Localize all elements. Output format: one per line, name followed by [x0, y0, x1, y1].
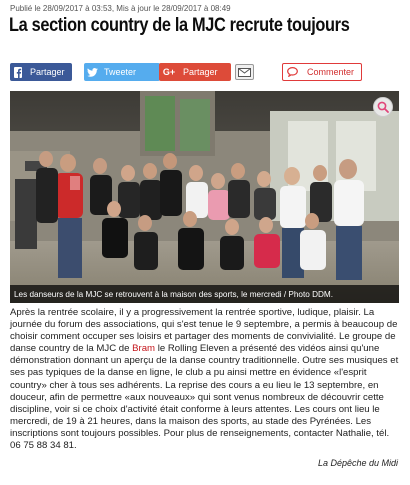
- facebook-share-label: Partager: [30, 67, 65, 77]
- facebook-icon: [10, 63, 26, 81]
- twitter-share-button[interactable]: [84, 63, 160, 81]
- googleplus-icon: G+: [162, 67, 176, 77]
- photo-caption: Les danseurs de la MJC se retrouvent à la maison des sports, le mercredi / Photo DDM.: [10, 285, 399, 303]
- article-body-text-continued: le Rolling Eleven a présenté des vidéos ainsi qu'une démonstration donnant un aperçu de la danse country traditionnelle. Outre ses musiques et ses pas typiques de la danse en ligne, le club a pu ainsi mettre en évidence «l'esprit country» cher à tous ses adhérents. La reprise des cours a eu lieu le 13 septembre, en douceur, afin de permettre «aux nouveaux» qui sont venus nombreux de découvrir cette discipline, voir si ce choix d'activité était conforme à leurs attentes. Les cours ont lieu le mercredi, de 19 à 21 heures, dans la maison des sports, au stade des Pyrénées. Les inscriptions sont toujours possibles. Pour plus de renseignements, contacter Nathalie, tél. 06 75 88 34 81.: [10, 343, 399, 452]
- facebook-share-button[interactable]: [10, 63, 72, 81]
- article-photo[interactable]: [10, 91, 399, 303]
- twitter-icon: [84, 63, 100, 81]
- twitter-share-label: Tweeter: [104, 67, 137, 77]
- group-photo: [10, 91, 399, 303]
- googleplus-share-label: Partager: [183, 67, 218, 77]
- comment-button[interactable]: [282, 63, 362, 81]
- zoom-button[interactable]: [373, 97, 393, 117]
- keyword-link-bram[interactable]: Bram: [132, 343, 156, 355]
- article-meta: Publié le 28/09/2017 à 03:53, Mis à jour le 28/09/2017 à 08:49: [10, 4, 231, 13]
- comment-icon: [283, 67, 301, 77]
- zoom-icon: [377, 101, 389, 113]
- email-share-button[interactable]: [235, 64, 254, 80]
- article-title: La section country de la MJC recrute toujours: [9, 15, 350, 36]
- mail-icon: [238, 68, 251, 77]
- article-body-text: Après la rentrée scolaire, il y a progressivement la rentrée sportive, ludique, plaisir. La journée du forum des associations, qui s'est tenue le 9 septembre, a permis à beaucoup de choisir comment occuper ses loisirs et partager des moments de convivialité. Le groupe de danse country de la MJC de: [10, 307, 398, 355]
- share-bar: [10, 63, 362, 81]
- comment-label: Commenter: [307, 67, 355, 77]
- article-source: La Dépêche du Midi: [317, 458, 398, 468]
- googleplus-share-button[interactable]: [159, 63, 231, 81]
- article-body: [10, 307, 400, 452]
